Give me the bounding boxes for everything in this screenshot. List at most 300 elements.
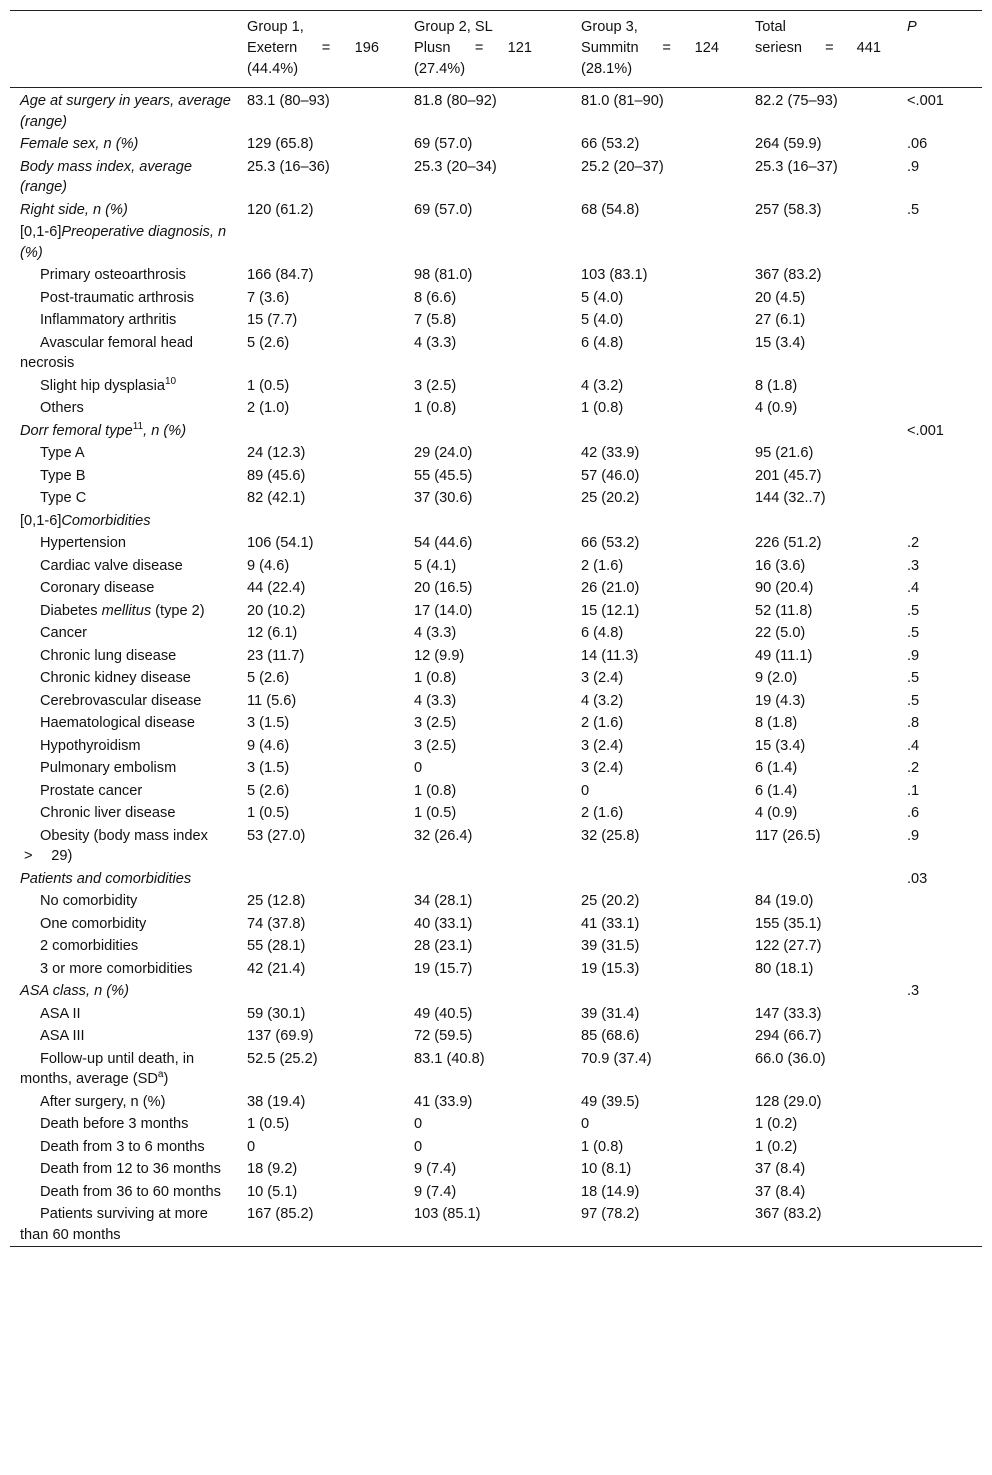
cell-g1: 53 (27.0) [247, 827, 306, 844]
header-group1-line1: Group 1, [247, 19, 304, 35]
cell-g3: 4 (3.2) [581, 692, 624, 709]
cell-g3: 10 (8.1) [581, 1161, 632, 1177]
cell-p: <.001 [907, 422, 944, 439]
cell-g1: 52.5 (25.2) [247, 1050, 318, 1067]
cell-g1: 89 (45.6) [247, 467, 306, 484]
row-label-suffix: (type 2) [151, 602, 205, 619]
table-row [10, 442, 982, 465]
row-label [10, 667, 237, 690]
row-label [10, 287, 237, 310]
cell-total: 144 (32..7) [755, 490, 826, 506]
row-label [10, 555, 237, 578]
row-label [10, 442, 237, 465]
cell-g3: 1 (0.8) [581, 400, 624, 416]
cell-total: 90 (20.4) [755, 580, 814, 596]
cell-g1: 10 (5.1) [247, 1183, 298, 1200]
table-row [10, 221, 982, 264]
cell-g2: 98 (81.0) [414, 267, 473, 283]
cell-g2: 12 (9.9) [414, 647, 465, 664]
row-label-text: Coronary disease [40, 580, 155, 596]
cell-g3: 25 (20.2) [581, 893, 640, 909]
table-row [10, 1181, 982, 1204]
cell-g1: 15 (7.7) [247, 312, 298, 328]
cell-p: .06 [907, 136, 928, 152]
header-group1-n: 196 [354, 40, 379, 56]
row-label [10, 1136, 237, 1159]
table-row [10, 980, 982, 1003]
cell-total: 6 (1.4) [755, 782, 798, 799]
table-row [10, 532, 982, 555]
header-group3-n: 124 [694, 40, 719, 56]
table-row [10, 199, 982, 222]
header-group1-label: Exetern [247, 40, 298, 56]
row-label-text: Post-traumatic arthrosis [40, 289, 195, 306]
cell-g2: 4 (3.3) [414, 625, 457, 641]
table-row [10, 868, 982, 891]
header-group2-line3: (27.4%) [414, 61, 466, 77]
cell-p [897, 332, 982, 375]
cell-g1: 167 (85.2) [247, 1206, 314, 1222]
table-row [10, 332, 982, 375]
table-row [10, 1003, 982, 1026]
row-label-text: Patients and comorbidities [20, 870, 192, 887]
cell-g2 [404, 420, 571, 443]
cell-g3: 85 (68.6) [581, 1028, 640, 1044]
row-label-text: Chronic liver disease [40, 805, 176, 821]
row-label [10, 1003, 237, 1026]
cell-g1: 120 (61.2) [247, 201, 314, 218]
cell-g1: 38 (19.4) [247, 1093, 306, 1110]
row-label-text: Chronic lung disease [40, 647, 177, 664]
row-label-text: Haematological disease [40, 715, 195, 731]
row-label-text: Female sex, n (%) [20, 136, 139, 152]
table-row [10, 309, 982, 332]
cell-p: .2 [907, 760, 920, 776]
cell-g2 [404, 868, 571, 891]
row-label [10, 825, 237, 868]
header-group3-line3: (28.1%) [581, 61, 633, 77]
header-group2-n: 121 [507, 40, 532, 56]
cell-total: 1 (0.2) [755, 1116, 798, 1132]
table-row [10, 780, 982, 803]
row-label-text: Primary osteoarthrosis [40, 267, 186, 283]
cell-total: 27 (6.1) [755, 312, 806, 328]
row-label-text: Avascular femoral head necrosis [20, 334, 194, 371]
row-label [10, 890, 237, 913]
table-row [10, 133, 982, 156]
row-label [10, 1113, 237, 1136]
cell-p: .3 [907, 983, 920, 999]
row-label-text: Hypothyroidism [40, 737, 141, 754]
row-label-text: Hypertension [40, 535, 126, 551]
row-label-text: Death from 12 to 36 months [40, 1161, 221, 1177]
cell-g1 [237, 420, 404, 443]
cell-g2: 103 (85.1) [414, 1206, 481, 1222]
cell-p [897, 958, 982, 981]
table-row [10, 375, 982, 398]
table-body [10, 88, 982, 1247]
cell-g3: 68 (54.8) [581, 201, 640, 218]
table-row [10, 264, 982, 287]
cell-p [897, 221, 982, 264]
table-row [10, 487, 982, 510]
cell-g2: 29 (24.0) [414, 445, 473, 461]
cell-p [897, 1203, 982, 1247]
header-total-label: seriesn [755, 40, 803, 56]
cell-g3: 81.0 (81–90) [581, 93, 664, 109]
table-row [10, 1203, 982, 1247]
row-label [10, 420, 237, 443]
table-row [10, 712, 982, 735]
table-header [10, 11, 982, 88]
cell-total: 6 (1.4) [755, 760, 798, 776]
header-group3-eq: = [662, 40, 671, 56]
cell-g1: 5 (2.6) [247, 782, 290, 799]
cell-g3: 0 [581, 1116, 590, 1132]
cell-p [897, 913, 982, 936]
cell-total: 66.0 (36.0) [755, 1050, 826, 1067]
cell-g1: 74 (37.8) [247, 915, 306, 932]
cell-g1: 12 (6.1) [247, 625, 298, 641]
footnote-marker: a [157, 1069, 164, 1081]
cell-p: .4 [907, 580, 920, 596]
cell-p [897, 510, 982, 533]
header-total [745, 11, 897, 88]
cell-p: .9 [907, 158, 920, 175]
table-row [10, 690, 982, 713]
cell-g3: 1 (0.8) [581, 1138, 624, 1155]
table-row [10, 287, 982, 310]
cell-g3: 39 (31.4) [581, 1005, 640, 1022]
cell-total: 15 (3.4) [755, 334, 806, 351]
row-label-text: Type C [40, 490, 87, 506]
cell-total: 122 (27.7) [755, 938, 822, 954]
row-label-text: Age at surgery in years, average (range) [20, 93, 231, 130]
cell-total: 8 (1.8) [755, 715, 798, 731]
table-row [10, 825, 982, 868]
cell-g2: 72 (59.5) [414, 1028, 473, 1044]
cell-total: 147 (33.3) [755, 1005, 822, 1022]
row-label-text: Death from 3 to 6 months [40, 1138, 205, 1155]
cell-g3: 2 (1.6) [581, 805, 624, 821]
cell-p [897, 890, 982, 913]
cell-total: 226 (51.2) [755, 535, 822, 551]
header-total-eq: = [825, 40, 834, 56]
cell-g2: 9 (7.4) [414, 1183, 457, 1200]
cell-total [745, 868, 897, 891]
row-label-text: Type A [40, 445, 85, 461]
cell-total: 37 (8.4) [755, 1161, 806, 1177]
cell-g2: 3 (2.5) [414, 737, 457, 754]
cell-g1 [237, 221, 404, 264]
cell-g3: 25.2 (20–37) [581, 158, 664, 175]
cell-g1: 5 (2.6) [247, 670, 290, 686]
cell-p: .5 [907, 692, 920, 709]
row-label [10, 1048, 237, 1091]
row-label-text: Right side, n (%) [20, 201, 128, 218]
cell-g3: 57 (46.0) [581, 467, 640, 484]
row-label [10, 600, 237, 623]
cell-p [897, 465, 982, 488]
cell-g2: 3 (2.5) [414, 377, 457, 394]
cell-g2: 0 [414, 1138, 423, 1155]
cell-total: 257 (58.3) [755, 201, 822, 218]
cell-total: 25.3 (16–37) [755, 158, 838, 175]
cell-p [897, 287, 982, 310]
cell-g2: 7 (5.8) [414, 312, 457, 328]
cell-g2: 9 (7.4) [414, 1161, 457, 1177]
cell-g1 [237, 510, 404, 533]
cell-g1: 1 (0.5) [247, 805, 290, 821]
cell-g2: 55 (45.5) [414, 467, 473, 484]
table-row [10, 465, 982, 488]
cell-total: 52 (11.8) [755, 602, 813, 619]
cell-p: .5 [907, 625, 920, 641]
cell-g3: 41 (33.1) [581, 915, 640, 932]
footnote-marker: 11 [132, 420, 144, 432]
cell-g2 [404, 980, 571, 1003]
table-row [10, 420, 982, 443]
cell-g1: 3 (1.5) [247, 715, 290, 731]
row-label-text: Cerebrovascular disease [40, 692, 202, 709]
cell-total: 19 (4.3) [755, 692, 806, 709]
cell-p: <.001 [907, 93, 944, 109]
cell-g2 [404, 510, 571, 533]
cell-p [897, 309, 982, 332]
row-label [10, 375, 237, 398]
cell-g1: 20 (10.2) [247, 602, 306, 619]
header-group2-eq: = [474, 40, 484, 56]
row-label [10, 757, 237, 780]
header-group2-line2 [414, 38, 532, 59]
cell-total: 20 (4.5) [755, 289, 806, 306]
footnote-marker: 10 [164, 375, 177, 387]
header-group1 [237, 11, 404, 88]
header-p-label: P [907, 19, 917, 35]
cell-g1: 11 (5.6) [247, 692, 297, 709]
cell-p [897, 1091, 982, 1114]
cell-p: .2 [907, 535, 920, 551]
cell-g3: 4 (3.2) [581, 377, 624, 394]
table-row [10, 1048, 982, 1091]
cell-g3: 42 (33.9) [581, 445, 640, 461]
row-label [10, 712, 237, 735]
cell-g2: 34 (28.1) [414, 893, 473, 909]
cell-p [897, 442, 982, 465]
cell-g3: 26 (21.0) [581, 580, 640, 596]
table-row [10, 577, 982, 600]
cell-g1 [237, 868, 404, 891]
cell-g2: 19 (15.7) [414, 960, 473, 977]
row-label [10, 465, 237, 488]
cell-g2: 1 (0.8) [414, 400, 457, 416]
cell-g3: 97 (78.2) [581, 1206, 640, 1222]
row-label-prefix: [0,1-6] [20, 224, 62, 240]
cell-total: 1 (0.2) [755, 1138, 798, 1155]
table-row [10, 645, 982, 668]
table-row [10, 1136, 982, 1159]
cell-g3: 5 (4.0) [581, 312, 624, 328]
cell-g1: 44 (22.4) [247, 580, 306, 596]
cell-g3: 14 (11.3) [581, 647, 639, 664]
cell-p: .6 [907, 805, 920, 821]
cell-g1: 9 (4.6) [247, 737, 290, 754]
cell-total: 80 (18.1) [755, 960, 814, 977]
header-total-n: 441 [856, 40, 881, 56]
table-row [10, 510, 982, 533]
cell-g3: 103 (83.1) [581, 267, 648, 283]
table-container [10, 10, 982, 1247]
table-row [10, 802, 982, 825]
cell-p [897, 375, 982, 398]
cell-g1: 25 (12.8) [247, 893, 306, 909]
cell-g3: 6 (4.8) [581, 625, 624, 641]
cell-g1: 55 (28.1) [247, 938, 306, 954]
row-label [10, 133, 237, 156]
cell-total: 367 (83.2) [755, 1206, 822, 1222]
cell-g3: 3 (2.4) [581, 760, 624, 776]
table-row [10, 1158, 982, 1181]
cell-g1: 42 (21.4) [247, 960, 306, 977]
row-label [10, 510, 237, 533]
cell-p [897, 1181, 982, 1204]
header-group1-line3: (44.4%) [247, 61, 299, 77]
cell-g3: 18 (14.9) [581, 1183, 640, 1200]
cell-g3: 3 (2.4) [581, 737, 624, 754]
header-group1-line2 [247, 38, 379, 59]
row-label-text: 2 comorbidities [40, 938, 139, 954]
cell-g1: 3 (1.5) [247, 760, 290, 776]
cell-p [897, 1136, 982, 1159]
cell-total: 16 (3.6) [755, 557, 806, 574]
table-row [10, 1091, 982, 1114]
cell-g1: 59 (30.1) [247, 1005, 306, 1022]
cell-g2: 25.3 (20–34) [414, 158, 497, 175]
header-group1-eq: = [321, 40, 331, 56]
row-label-text: ASA III [40, 1028, 85, 1044]
table-row [10, 622, 982, 645]
cell-g2: 40 (33.1) [414, 915, 473, 932]
row-label-text: After surgery, n (%) [40, 1093, 166, 1110]
header-group3-line1: Group 3, [581, 19, 638, 35]
cell-g3: 70.9 (37.4) [581, 1050, 652, 1067]
cell-g2: 83.1 (40.8) [414, 1050, 485, 1067]
row-label-text: Comorbidities [61, 512, 151, 529]
row-label-suffix: ) [163, 1071, 169, 1087]
row-label [10, 88, 237, 134]
cell-p: .3 [907, 557, 920, 574]
cell-total: 201 (45.7) [755, 467, 822, 484]
cell-g3: 66 (53.2) [581, 136, 640, 152]
cell-g3: 5 (4.0) [581, 289, 624, 306]
row-label [10, 532, 237, 555]
cell-g2: 32 (26.4) [414, 827, 473, 844]
header-group2 [404, 11, 571, 88]
header-total-line1: Total [755, 19, 786, 35]
cell-g2: 4 (3.3) [414, 692, 457, 709]
cell-g3: 32 (25.8) [581, 827, 640, 844]
row-label-suffix: , n (%) [143, 422, 187, 439]
table-row [10, 913, 982, 936]
header-total-line2 [755, 38, 881, 59]
row-label-prefix: [0,1-6] [20, 512, 62, 529]
cell-g3: 25 (20.2) [581, 490, 640, 506]
cell-p: .03 [907, 870, 928, 887]
cell-p [897, 264, 982, 287]
cell-g1 [237, 980, 404, 1003]
row-label [10, 868, 237, 891]
cell-g2: 5 (4.1) [414, 557, 457, 574]
row-label-text: One comorbidity [40, 915, 147, 932]
header-row [10, 11, 982, 88]
cell-g3: 2 (1.6) [581, 557, 624, 574]
row-label [10, 221, 237, 264]
cell-g2: 1 (0.5) [414, 805, 457, 821]
row-label [10, 935, 237, 958]
header-group2-line1: Group 2, SL [414, 19, 493, 35]
row-label-text: No comorbidity [40, 893, 138, 909]
cell-g1: 83.1 (80–93) [247, 93, 330, 109]
cell-total: 117 (26.5) [755, 827, 821, 844]
cell-total: 4 (0.9) [755, 400, 798, 416]
cell-g2: 1 (0.8) [414, 670, 457, 686]
cell-g1: 129 (65.8) [247, 136, 314, 152]
header-group3-label: Summitn [581, 40, 639, 56]
table-row [10, 1025, 982, 1048]
cell-p [897, 397, 982, 420]
cell-p [897, 1003, 982, 1026]
cell-total: 9 (2.0) [755, 670, 798, 686]
cell-g3 [571, 868, 745, 891]
table-row [10, 397, 982, 420]
row-label [10, 913, 237, 936]
row-label-text: Patients surviving at more than 60 months [20, 1206, 208, 1243]
row-label [10, 309, 237, 332]
table-row [10, 600, 982, 623]
cell-g3 [571, 510, 745, 533]
row-label-text: Chronic kidney disease [40, 670, 191, 686]
patient-characteristics-table [10, 10, 982, 1247]
cell-g3: 19 (15.3) [581, 960, 640, 977]
cell-total: 155 (35.1) [755, 915, 822, 932]
cell-g3: 49 (39.5) [581, 1093, 640, 1110]
cell-p: .1 [907, 782, 920, 799]
row-label-text: Cardiac valve disease [40, 557, 183, 574]
cell-g3 [571, 420, 745, 443]
row-label-text: Inflammatory arthritis [40, 312, 177, 328]
cell-g2: 69 (57.0) [414, 201, 473, 218]
cell-g2: 0 [414, 1116, 423, 1132]
row-label-text: Others [40, 400, 84, 416]
row-label [10, 958, 237, 981]
cell-g3 [571, 980, 745, 1003]
cell-g1: 2 (1.0) [247, 400, 290, 416]
cell-p [897, 1025, 982, 1048]
cell-g2: 28 (23.1) [414, 938, 473, 954]
table-row [10, 757, 982, 780]
cell-g3: 15 (12.1) [581, 602, 640, 619]
cell-p: .8 [907, 715, 920, 731]
cell-g1: 106 (54.1) [247, 535, 314, 551]
cell-g3 [571, 221, 745, 264]
cell-total: 294 (66.7) [755, 1028, 822, 1044]
cell-total: 95 (21.6) [755, 445, 814, 461]
cell-total [745, 420, 897, 443]
row-label-italic: mellitus [101, 602, 152, 619]
cell-g3: 66 (53.2) [581, 535, 640, 551]
cell-g2: 3 (2.5) [414, 715, 457, 731]
cell-g1: 0 [247, 1138, 256, 1155]
